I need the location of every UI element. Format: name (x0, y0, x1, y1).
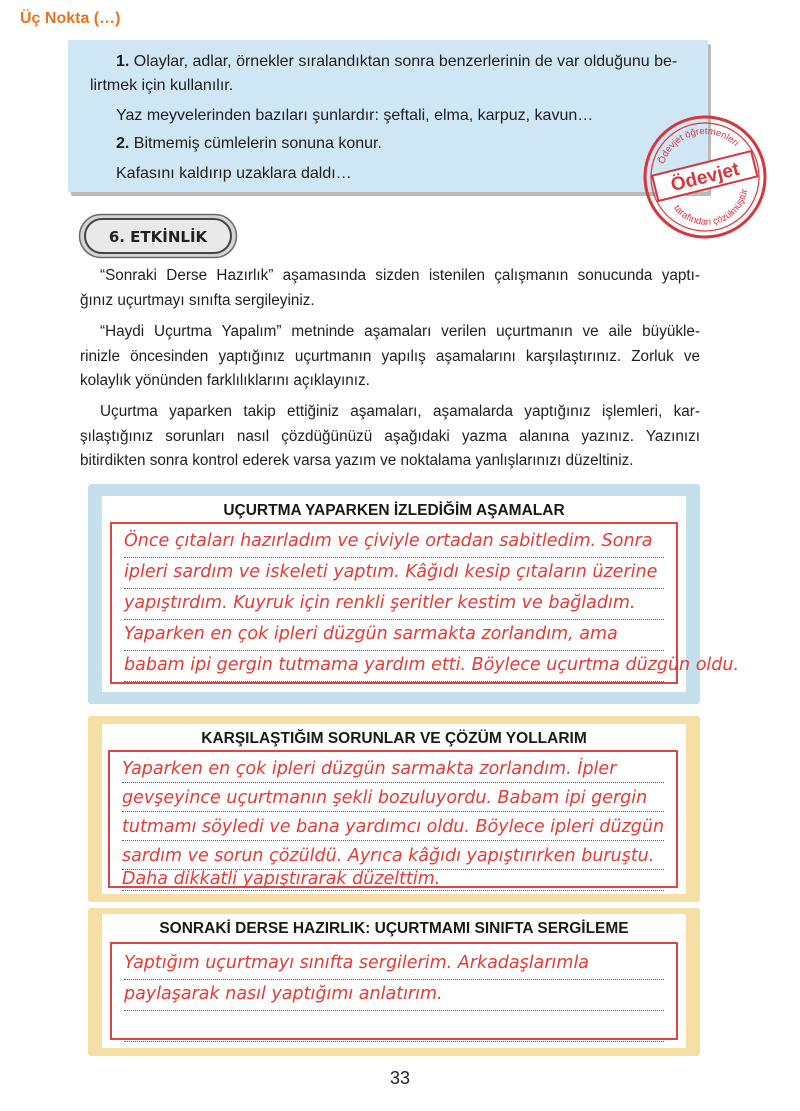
writing-line: Daha dikkatli yapıştırarak düzelttim. (122, 868, 664, 891)
info-item-2 (116, 132, 382, 156)
paragraph-1 (80, 264, 700, 313)
paragraph-2-line-2: rinizle öncesinden yaptığınız uçurtmanın yapılış aşamalarını karşılaştırınız. Zorluk ve (80, 347, 700, 365)
writing-box-problems (88, 716, 700, 902)
writing-line: Yaparken en çok ipleri düzgün sarmakta zorlandım. İpler (122, 754, 664, 783)
info-box (68, 40, 708, 192)
writing-line: tutmamı söyledi ve bana yardımcı oldu. Böylece ipleri düzgün (122, 812, 664, 841)
stamp-brand: Ödevjet (668, 158, 742, 197)
stamp-bottom-text: tarafından çözülmüştür (671, 188, 751, 228)
paragraph-1-line-1: “Sonraki Derse Hazırlık” aşamasında sizden istenilen çalışmanın sonucunda yaptı- (100, 267, 700, 284)
paragraph-3-line-1: Uçurtma yaparken takip ettiğiniz aşamaları, aşamalarda yaptığınız işlemleri, kar- (100, 403, 700, 420)
info-item-1-number: 1. (116, 53, 130, 70)
activity-label: 6. ETKİNLİK (108, 228, 208, 246)
writing-box-preparation (88, 908, 700, 1056)
writing-area-preparation[interactable] (110, 942, 678, 1040)
writing-line: paylaşarak nasıl yaptığımı anlatırım. (124, 979, 664, 1011)
page-number: 33 (389, 1068, 411, 1088)
paragraph-2-line-1: “Haydi Uçurtma Yapalım” metninde aşamaları verilen uçurtmanın ve aile büyükle- (100, 323, 700, 340)
writing-line: ipleri sardım ve iskeleti yaptım. Kâğıdı kesip çıtaların üzerine (124, 557, 664, 589)
info-item-1 (116, 50, 677, 74)
activity-badge (78, 213, 238, 259)
writing-line: sardım ve sorun çözüldü. Ayrıca kâğıdı yapıştırırken buruştu. (122, 841, 664, 870)
writing-line: yapıştırdım. Kuyruk için renkli şeritler kestim ve bağladım. (124, 588, 664, 620)
info-item-1-text-cont: lirtmek için kullanılır. (90, 77, 234, 94)
writing-line: Yaptığım uçurtmayı sınıfta sergilerim. Arkadaşlarımla (124, 948, 664, 980)
info-example-1: Yaz meyvelerinden bazıları şunlardır: şeftali, elma, karpuz, kavun… (116, 107, 594, 124)
writing-area-stages[interactable] (110, 522, 740, 684)
writing-line: gevşeyince uçurtmanın şekli bozuluyordu. Babam ipi gergin (122, 783, 664, 812)
paragraph-3-line-3: bitirdikten sonra kontrol ederek varsa yazım ve noktalama yanlışlarınızı düzeltiniz. (80, 452, 634, 469)
info-item-1-text: Olaylar, adlar, örnekler sıralandıktan sonra benzerlerinin de var olduğunu be- (133, 53, 678, 70)
paragraph-2 (80, 320, 700, 394)
paragraph-2-line-3: kolaylık yönünden farklılıklarını açıklayınız. (80, 372, 370, 389)
section-title: Üç Nokta (…) (20, 10, 121, 27)
box-title-preparation: SONRAKİ DERSE HAZIRLIK: UÇURTMAMI SINIFTA SERGİLEME (159, 920, 629, 937)
writing-box-stages (88, 484, 740, 704)
info-example-2: Kafasını kaldırıp uzaklara daldı… (116, 165, 352, 182)
writing-line: babam ipi gergin tutmama yardım etti. Böylece uçurtma düzgün oldu. (124, 650, 664, 682)
odevjet-stamp-logo (640, 112, 770, 242)
box-title-stages: UÇURTMA YAPARKEN İZLEDİĞİM AŞAMALAR (223, 502, 565, 519)
writing-area-problems[interactable] (108, 750, 678, 888)
paragraph-3-line-2: şılaştığınız sorunları nasıl çözdüğünüzü aşağıdaki yazma alanına yazınız. Yazınızı (80, 427, 700, 445)
writing-line: Yaparken en çok ipleri düzgün sarmakta zorlandım, ama (124, 619, 664, 651)
paragraph-1-line-2: ğınız uçurtmayı sınıfta sergileyiniz. (80, 291, 315, 309)
writing-line (124, 1010, 664, 1042)
stamp-top-text: Ödevjet öğretmenleri (656, 125, 741, 166)
info-item-2-text: Bitmemiş cümlelerin sonuna konur. (133, 135, 382, 152)
writing-line: Önce çıtaları hazırladım ve çiviyle ortadan sabitledim. Sonra (124, 526, 664, 558)
info-item-2-number: 2. (116, 135, 130, 152)
paragraph-3 (80, 400, 700, 474)
box-title-problems: KARŞILAŞTIĞIM SORUNLAR VE ÇÖZÜM YOLLARIM (201, 730, 587, 747)
